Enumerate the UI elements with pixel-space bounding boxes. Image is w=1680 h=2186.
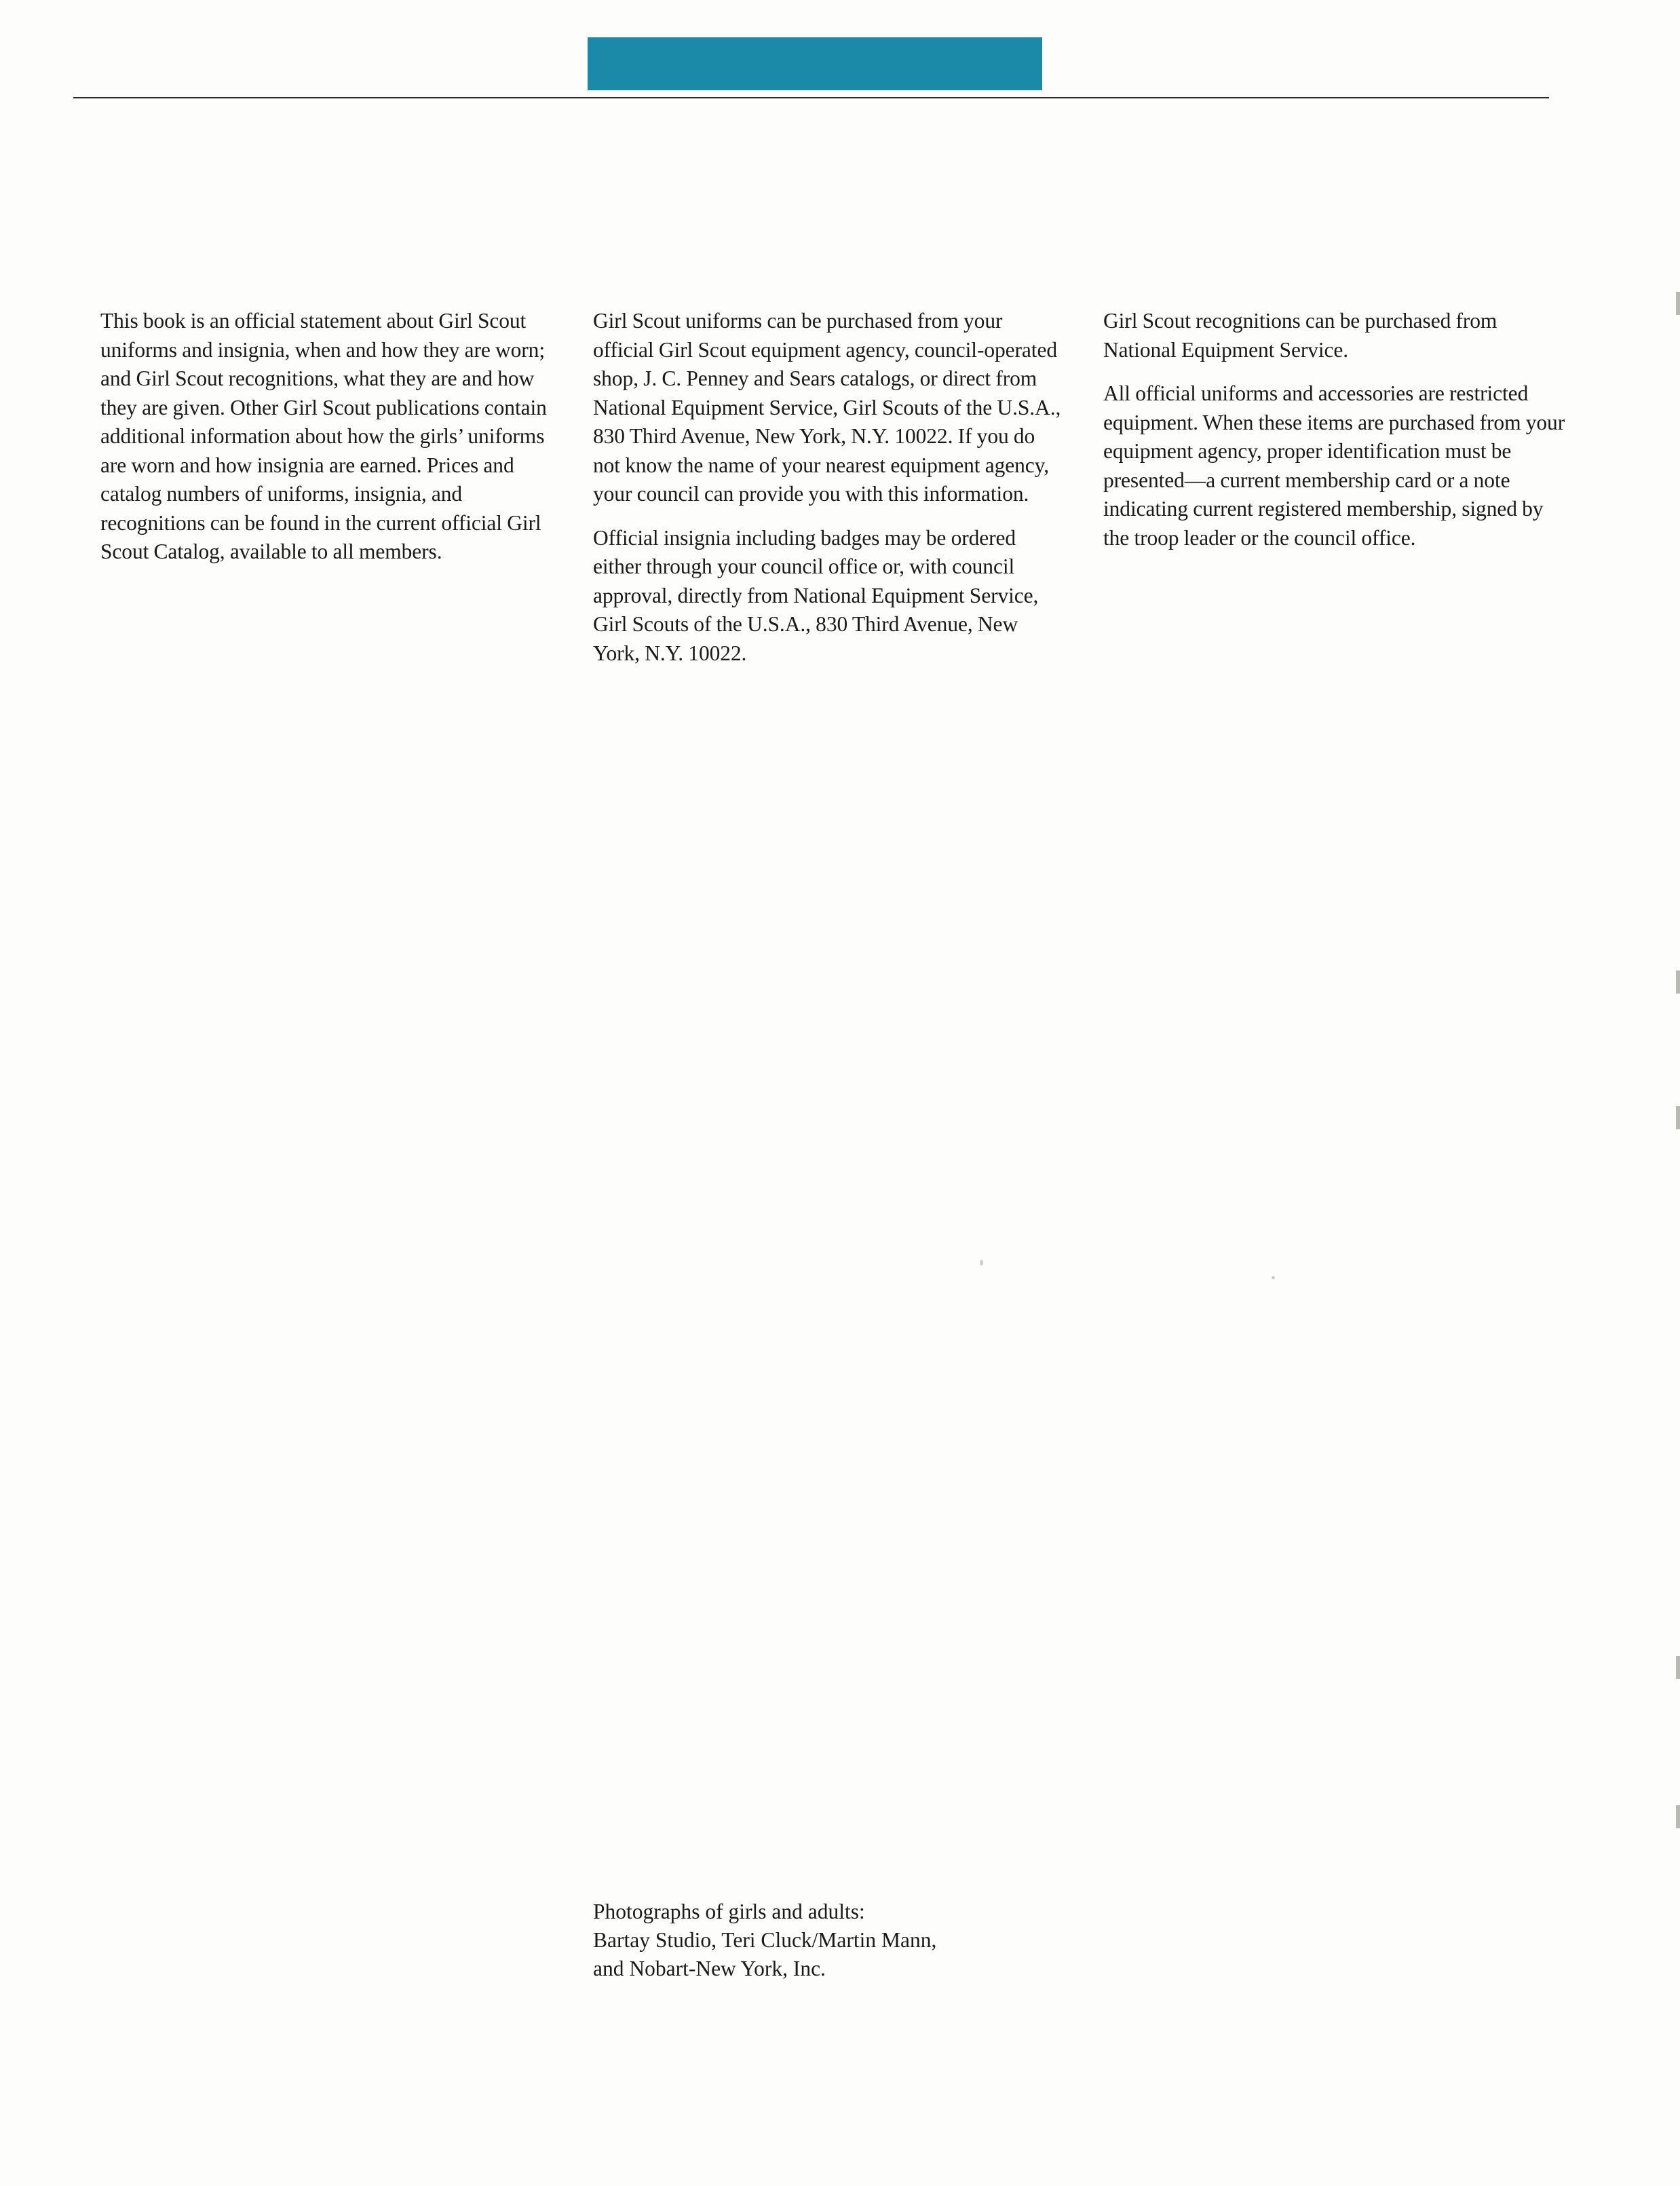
header-divider-rule — [73, 97, 1549, 98]
paragraph: Girl Scout recognitions can be purchased from National Equipment Service. — [1103, 309, 1497, 362]
text-column-1 — [100, 307, 548, 567]
photo-credit-line: and Nobart-New York, Inc. — [593, 1957, 826, 1980]
paragraph: Girl Scout uniforms can be purchased from your official Girl Scout equipment agency, council-operated shop, J. C. Penney and Sears catalogs, or direct from National Equipment Service, Girl Scouts of the U.S.A., 830 Third Avenue, New York, N.Y. 10022. If you do not know the name of your nearest equipment agency, your council can provide you with this information. — [593, 309, 1061, 506]
text-column-3 — [1103, 307, 1571, 552]
paper-speck — [1272, 1276, 1275, 1279]
photo-credit-block — [593, 1898, 1204, 1983]
paper-speck — [980, 1260, 983, 1266]
page-edge-mark — [1676, 292, 1680, 315]
page-edge-mark — [1676, 1656, 1680, 1679]
paragraph: All official uniforms and accessories are restricted equipment. When these items are purchased from your equipment agency, proper identification must be presented—a current membership card or a note indicating current registered membership, signed by the troop leader or the council office. — [1103, 381, 1565, 550]
paragraph: This book is an official statement about Girl Scout uniforms and insignia, when and how they are worn; and Girl Scout recognitions, what they are and how they are given. Other Girl Scout publications contain additional information about how the girls’ uniforms are worn and how insignia are earned. Prices and catalog numbers of uniforms, insignia, and recognitions can be found in the current official Girl Scout Catalog, available to all members. — [100, 309, 547, 563]
paragraph: Official insignia including badges may be ordered either through your council office or, with council approval, directly from National Equipment Service, Girl Scouts of the U.S.A., 830 Third Avenue, New York, N.Y. 10022. — [593, 525, 1039, 665]
text-column-2 — [593, 307, 1061, 668]
photo-credit-line: Bartay Studio, Teri Cluck/Martin Mann, — [593, 1928, 937, 1952]
page-edge-mark — [1676, 970, 1680, 994]
page-edge-mark — [1676, 1106, 1680, 1129]
page-edge-mark — [1676, 1805, 1680, 1828]
teal-header-block — [588, 37, 1042, 90]
photo-credit-line: Photographs of girls and adults: — [593, 1900, 865, 1923]
